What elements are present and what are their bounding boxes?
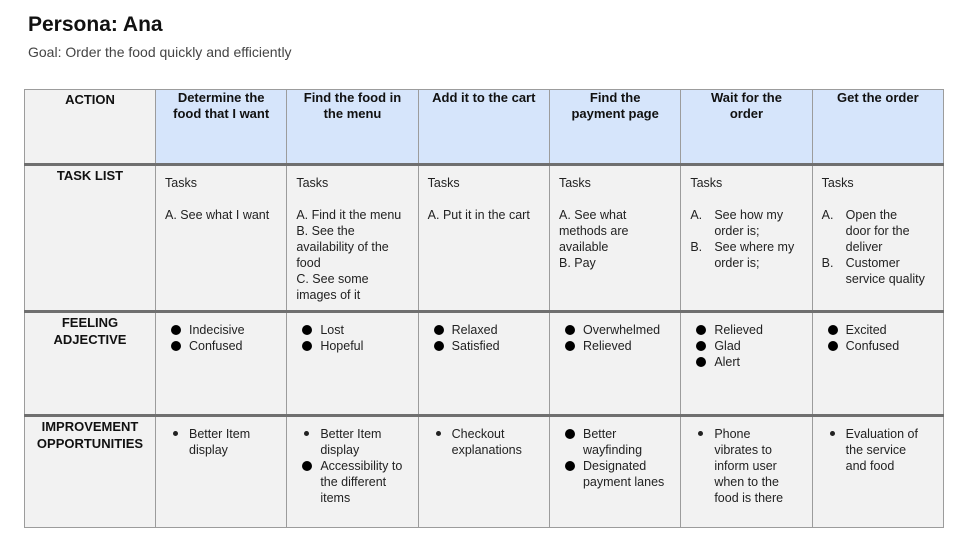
improvement-item: Designated payment lanes bbox=[563, 458, 674, 490]
feeling-item: Glad bbox=[694, 338, 805, 354]
task-cell-2 bbox=[287, 165, 418, 312]
feeling-item: Relieved bbox=[563, 338, 674, 354]
tasks-heading: Tasks bbox=[165, 176, 197, 190]
improvement-row bbox=[25, 416, 944, 528]
task-item: B. Customer service quality bbox=[821, 256, 925, 286]
task-marker: B. bbox=[821, 256, 834, 270]
task-item: B. See where my order is; bbox=[690, 240, 795, 270]
tasks-heading: Tasks bbox=[821, 176, 854, 190]
improvement-cell-5 bbox=[681, 416, 812, 528]
improvement-cell-6 bbox=[812, 416, 943, 528]
improvement-cell-3 bbox=[418, 416, 549, 528]
tasks-heading: Tasks bbox=[690, 176, 723, 190]
tasks-heading: Tasks bbox=[558, 176, 591, 190]
task-line: A. See what bbox=[558, 208, 627, 222]
improvement-item: Phone vibrates to inform user when to the food is there bbox=[694, 426, 805, 506]
feeling-item: Alert bbox=[694, 354, 805, 370]
tasks-heading: Tasks bbox=[427, 176, 460, 190]
feeling-item: Excited bbox=[826, 322, 937, 338]
persona-goal: Goal: Order the food quickly and efficiently bbox=[28, 44, 292, 60]
feeling-cell-5 bbox=[681, 312, 812, 416]
stage-header-5: Wait for the order bbox=[681, 90, 812, 165]
feeling-item: Satisfied bbox=[432, 338, 543, 354]
action-row bbox=[25, 90, 944, 165]
improvement-item: Accessibility to the different items bbox=[300, 458, 411, 506]
improvement-item: Checkout explanations bbox=[432, 426, 543, 458]
feeling-item: Overwhelmed bbox=[563, 322, 674, 338]
stage-header-1: Determine the food that I want bbox=[156, 90, 287, 165]
improvement-cell-1 bbox=[156, 416, 287, 528]
row-label-task-list: TASK LIST bbox=[25, 165, 156, 312]
task-cell-6 bbox=[812, 165, 943, 312]
feeling-cell-1 bbox=[156, 312, 287, 416]
task-line: images of it bbox=[296, 288, 361, 302]
feeling-row bbox=[25, 312, 944, 416]
task-line: methods are bbox=[558, 224, 629, 238]
task-line: available bbox=[558, 240, 609, 254]
tasks-heading: Tasks bbox=[296, 176, 329, 190]
feeling-item: Hopeful bbox=[300, 338, 411, 354]
feeling-cell-3 bbox=[418, 312, 549, 416]
feeling-cell-6 bbox=[812, 312, 943, 416]
persona-title: Persona: Ana bbox=[28, 13, 163, 36]
task-cell-1 bbox=[156, 165, 287, 312]
task-line: A. See what I want bbox=[165, 208, 270, 222]
task-line: C. See some bbox=[296, 272, 369, 286]
task-line: A. Find it the menu bbox=[296, 208, 402, 222]
task-marker: A. bbox=[690, 208, 703, 222]
improvement-item: Better wayfinding bbox=[563, 426, 674, 458]
improvement-cell-4 bbox=[549, 416, 680, 528]
feeling-item: Relaxed bbox=[432, 322, 543, 338]
row-label-feeling: FEELING ADJECTIVE bbox=[25, 312, 156, 416]
task-line: food bbox=[296, 256, 321, 270]
feeling-item: Indecisive bbox=[169, 322, 280, 338]
feeling-item: Relieved bbox=[694, 322, 805, 338]
task-line: A. Put it in the cart bbox=[427, 208, 530, 222]
task-list-row bbox=[25, 165, 944, 312]
task-marker: A. bbox=[821, 208, 834, 222]
improvement-item: Better Item display bbox=[300, 426, 411, 458]
task-cell-3 bbox=[418, 165, 549, 312]
journey-map-table bbox=[24, 89, 944, 528]
task-cell-4 bbox=[549, 165, 680, 312]
improvement-cell-2 bbox=[287, 416, 418, 528]
task-item: A. Open the door for the deliver bbox=[821, 208, 910, 254]
stage-header-4: Find the payment page bbox=[549, 90, 680, 165]
feeling-item: Lost bbox=[300, 322, 411, 338]
row-label-improvement: IMPROVEMENT OPPORTUNITIES bbox=[25, 416, 156, 528]
feeling-cell-2 bbox=[287, 312, 418, 416]
improvement-item: Evaluation of the service and food bbox=[826, 426, 937, 474]
stage-header-2: Find the food in the menu bbox=[287, 90, 418, 165]
stage-header-3: Add it to the cart bbox=[418, 90, 549, 165]
task-line: availability of the bbox=[296, 240, 389, 254]
task-cell-5 bbox=[681, 165, 812, 312]
improvement-item: Better Item display bbox=[169, 426, 280, 458]
feeling-item: Confused bbox=[169, 338, 280, 354]
task-line: B. See the bbox=[296, 224, 355, 238]
task-marker: B. bbox=[690, 240, 703, 254]
row-label-action: ACTION bbox=[25, 90, 156, 165]
task-line: B. Pay bbox=[558, 256, 596, 270]
feeling-cell-4 bbox=[549, 312, 680, 416]
task-item: A. See how my order is; bbox=[690, 208, 784, 238]
feeling-item: Confused bbox=[826, 338, 937, 354]
stage-header-6: Get the order bbox=[812, 90, 943, 165]
